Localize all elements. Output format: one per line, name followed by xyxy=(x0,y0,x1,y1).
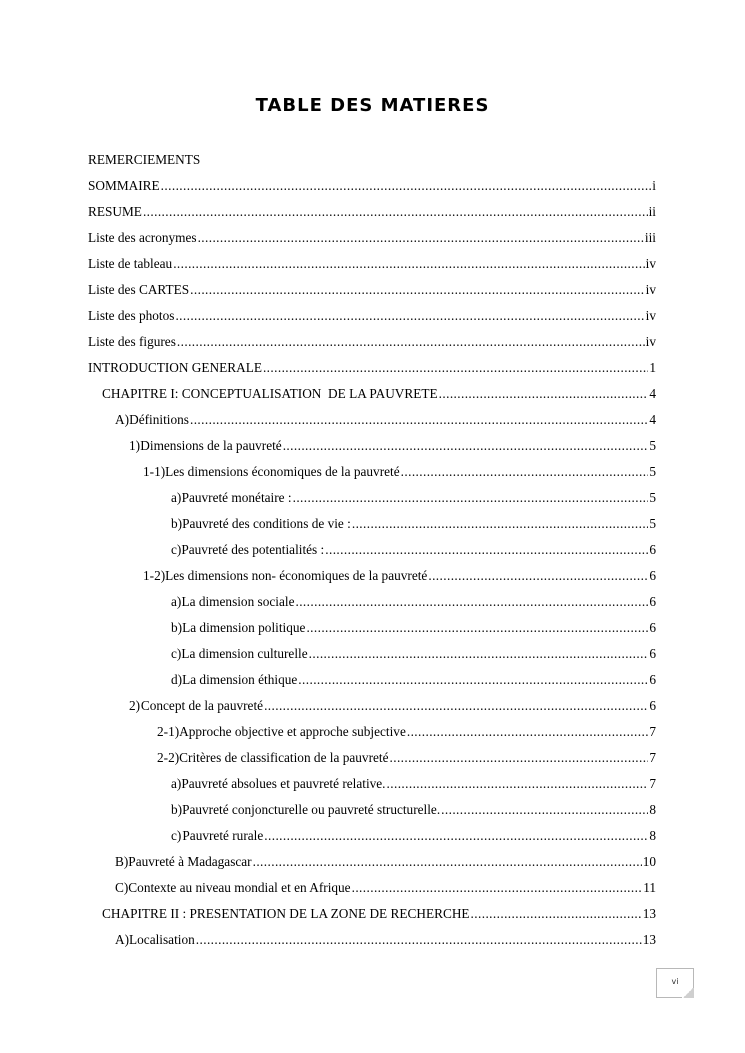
toc-entry-text: RESUME xyxy=(88,204,142,219)
toc-entry-page: 13 xyxy=(642,932,656,947)
dot-leader xyxy=(387,771,649,797)
toc-entry-text: La dimension éthique xyxy=(182,672,298,687)
toc-entry-chapter[interactable] xyxy=(88,901,656,927)
toc-entry[interactable] xyxy=(88,459,656,485)
toc-entry-chapter[interactable] xyxy=(88,381,656,407)
toc-entry-number: a) xyxy=(171,776,182,791)
toc-entry[interactable] xyxy=(88,667,656,693)
toc-entry-page: iv xyxy=(645,308,656,323)
dot-leader xyxy=(175,303,644,329)
dot-leader xyxy=(283,433,649,459)
dot-leader xyxy=(190,407,648,433)
toc-entry[interactable] xyxy=(88,797,656,823)
toc-entry-number: 2-1) xyxy=(157,724,180,739)
toc-entry-page: 5 xyxy=(649,464,656,479)
dot-leader xyxy=(264,823,648,849)
toc-entry-number: 1) xyxy=(129,438,141,453)
toc-entry[interactable] xyxy=(88,615,656,641)
toc-entry-page: 6 xyxy=(649,620,656,635)
toc-entry-text: Localisation xyxy=(129,932,195,947)
toc-entry-number: 1-1) xyxy=(143,464,166,479)
toc-entry-page: 10 xyxy=(642,854,656,869)
toc-entry-page: 11 xyxy=(643,880,656,895)
toc-entry[interactable] xyxy=(88,199,656,225)
toc-entry-page: 4 xyxy=(649,412,656,427)
toc-entry[interactable] xyxy=(88,173,656,199)
toc-entry-number: a) xyxy=(171,490,182,505)
dot-leader xyxy=(263,355,648,381)
toc-entry[interactable] xyxy=(88,589,656,615)
toc-entry-page: 1 xyxy=(649,360,656,375)
toc-entry[interactable] xyxy=(88,849,656,875)
toc-entry-page: 6 xyxy=(649,646,656,661)
dot-leader xyxy=(143,199,648,225)
toc-entry[interactable] xyxy=(88,277,656,303)
dot-leader xyxy=(309,641,649,667)
toc-entry-page: 13 xyxy=(642,906,656,921)
toc-entry-text: INTRODUCTION GENERALE xyxy=(88,360,262,375)
dot-leader xyxy=(177,329,645,355)
toc-entry-text: Liste des photos xyxy=(88,308,175,323)
toc-entry-page: iv xyxy=(645,282,656,297)
toc-entry-text: La dimension politique xyxy=(182,620,306,635)
toc-entry[interactable] xyxy=(88,537,656,563)
toc-entry-text: Pauvreté monétaire : xyxy=(181,490,292,505)
dot-leader xyxy=(352,875,643,901)
dot-leader xyxy=(471,901,642,927)
toc-entry[interactable] xyxy=(88,147,656,173)
toc-entry-text: REMERCIEMENTS xyxy=(88,152,201,167)
toc-entry-text: Pauvreté des potentialités : xyxy=(181,542,325,557)
toc-entry-number: C) xyxy=(115,880,129,895)
toc-entry-text: Les dimensions non- économiques de la pauvreté xyxy=(165,568,428,583)
dot-leader xyxy=(298,667,648,693)
toc-entry[interactable] xyxy=(88,303,656,329)
toc-entry[interactable] xyxy=(88,745,656,771)
page-title: TABLE DES MATIERES xyxy=(255,95,490,116)
toc-entry-page: 6 xyxy=(649,568,656,583)
toc-entry[interactable] xyxy=(88,511,656,537)
dot-leader xyxy=(306,615,648,641)
toc-entry-number: 1-2) xyxy=(143,568,166,583)
toc-entry-page: 6 xyxy=(649,672,656,687)
toc-entry-page: 7 xyxy=(649,750,656,765)
page-number: vi xyxy=(671,977,679,986)
toc-entry-text: Définitions xyxy=(129,412,189,427)
toc-entry-text: Approche objective et approche subjective xyxy=(179,724,406,739)
toc-entry[interactable] xyxy=(88,251,656,277)
dot-leader xyxy=(407,719,648,745)
toc-entry-number: c) xyxy=(171,646,182,661)
toc-entry[interactable] xyxy=(88,693,656,719)
toc-entry[interactable] xyxy=(88,485,656,511)
toc-entry[interactable] xyxy=(88,563,656,589)
toc-entry-number: A) xyxy=(115,412,130,427)
page-number-badge xyxy=(656,968,694,998)
toc-entry-number: B) xyxy=(115,854,129,869)
dot-leader xyxy=(439,381,649,407)
dot-leader xyxy=(253,849,642,875)
toc-entry-number: 2-2) xyxy=(157,750,180,765)
toc-entry-page: 6 xyxy=(649,698,656,713)
dot-leader xyxy=(295,589,648,615)
toc-entry-text: CHAPITRE II : PRESENTATION DE LA ZONE DE RECHERCHE xyxy=(102,906,470,921)
toc-entry-text: Pauvreté conjoncturelle ou pauvreté structurelle. xyxy=(182,802,441,817)
toc-entry-text: Pauvreté rurale xyxy=(182,828,264,843)
dot-leader xyxy=(293,485,649,511)
toc-entry-text: Pauvreté absolues et pauvreté relative. xyxy=(181,776,386,791)
toc-entry-page: iii xyxy=(644,230,656,245)
toc-entry[interactable] xyxy=(88,927,656,953)
toc-entry-text: Liste des figures xyxy=(88,334,176,349)
toc-entry-page: 6 xyxy=(649,542,656,557)
toc-entry[interactable] xyxy=(88,329,656,355)
dot-leader xyxy=(173,251,644,277)
toc-entry-number: A) xyxy=(115,932,130,947)
toc-entry-text: CHAPITRE I: CONCEPTUALISATION DE LA PAUVRETE xyxy=(102,386,438,401)
toc-entry-number: b) xyxy=(171,620,183,635)
toc-entry-text: La dimension sociale xyxy=(181,594,295,609)
toc-entry-text: Concept de la pauvreté xyxy=(140,698,264,713)
toc-entry-page: 6 xyxy=(649,594,656,609)
dot-leader xyxy=(264,693,648,719)
table-of-contents xyxy=(88,147,656,953)
dot-leader xyxy=(401,459,649,485)
dot-leader xyxy=(161,173,652,199)
toc-entry-page: 5 xyxy=(649,438,656,453)
toc-entry[interactable] xyxy=(88,875,656,901)
dot-leader xyxy=(390,745,649,771)
dot-leader xyxy=(441,797,648,823)
toc-entry-page: 8 xyxy=(649,802,656,817)
toc-entry-number: b) xyxy=(171,802,183,817)
toc-entry-text: Critères de classification de la pauvreté xyxy=(179,750,389,765)
toc-entry-text: SOMMAIRE xyxy=(88,178,160,193)
toc-entry-page: 4 xyxy=(649,386,656,401)
toc-entry-page: 5 xyxy=(649,490,656,505)
toc-entry[interactable] xyxy=(88,719,656,745)
toc-entry[interactable] xyxy=(88,433,656,459)
toc-entry-page: 5 xyxy=(649,516,656,531)
dot-leader xyxy=(198,225,644,251)
toc-entry-text: Dimensions de la pauvreté xyxy=(140,438,282,453)
toc-entry[interactable] xyxy=(88,771,656,797)
toc-entry-text: Les dimensions économiques de la pauvreté xyxy=(165,464,400,479)
toc-entry-text: Pauvreté à Madagascar xyxy=(128,854,252,869)
toc-entry-number: c) xyxy=(171,542,182,557)
toc-entry-page: iv xyxy=(645,334,656,349)
toc-entry-text: Liste des acronymes xyxy=(88,230,197,245)
toc-entry-page: 7 xyxy=(649,776,656,791)
page-curl-icon xyxy=(682,988,694,998)
toc-entry-number: b) xyxy=(171,516,183,531)
dot-leader xyxy=(428,563,648,589)
toc-entry-page: i xyxy=(652,178,656,193)
dot-leader xyxy=(352,511,649,537)
toc-entry-number: c) xyxy=(171,828,182,843)
toc-entry-number: a) xyxy=(171,594,182,609)
toc-entry-text: Contexte au niveau mondial et en Afrique xyxy=(128,880,351,895)
toc-entry-text: La dimension culturelle xyxy=(181,646,308,661)
toc-entry[interactable] xyxy=(88,407,656,433)
toc-entry-number: d) xyxy=(171,672,183,687)
toc-entry[interactable] xyxy=(88,823,656,849)
toc-entry-page: ii xyxy=(648,204,656,219)
dot-leader xyxy=(196,927,642,953)
toc-entry[interactable] xyxy=(88,225,656,251)
toc-entry[interactable] xyxy=(88,355,656,381)
toc-entry-text: Pauvreté des conditions de vie : xyxy=(182,516,351,531)
toc-entry-number: 2) xyxy=(129,698,141,713)
toc-entry-page: 8 xyxy=(649,828,656,843)
toc-entry-page: iv xyxy=(645,256,656,271)
toc-entry[interactable] xyxy=(88,641,656,667)
toc-entry-text: Liste des CARTES xyxy=(88,282,190,297)
toc-entry-text: Liste de tableau xyxy=(88,256,173,271)
dot-leader xyxy=(190,277,645,303)
dot-leader xyxy=(325,537,648,563)
toc-entry-page: 7 xyxy=(649,724,656,739)
